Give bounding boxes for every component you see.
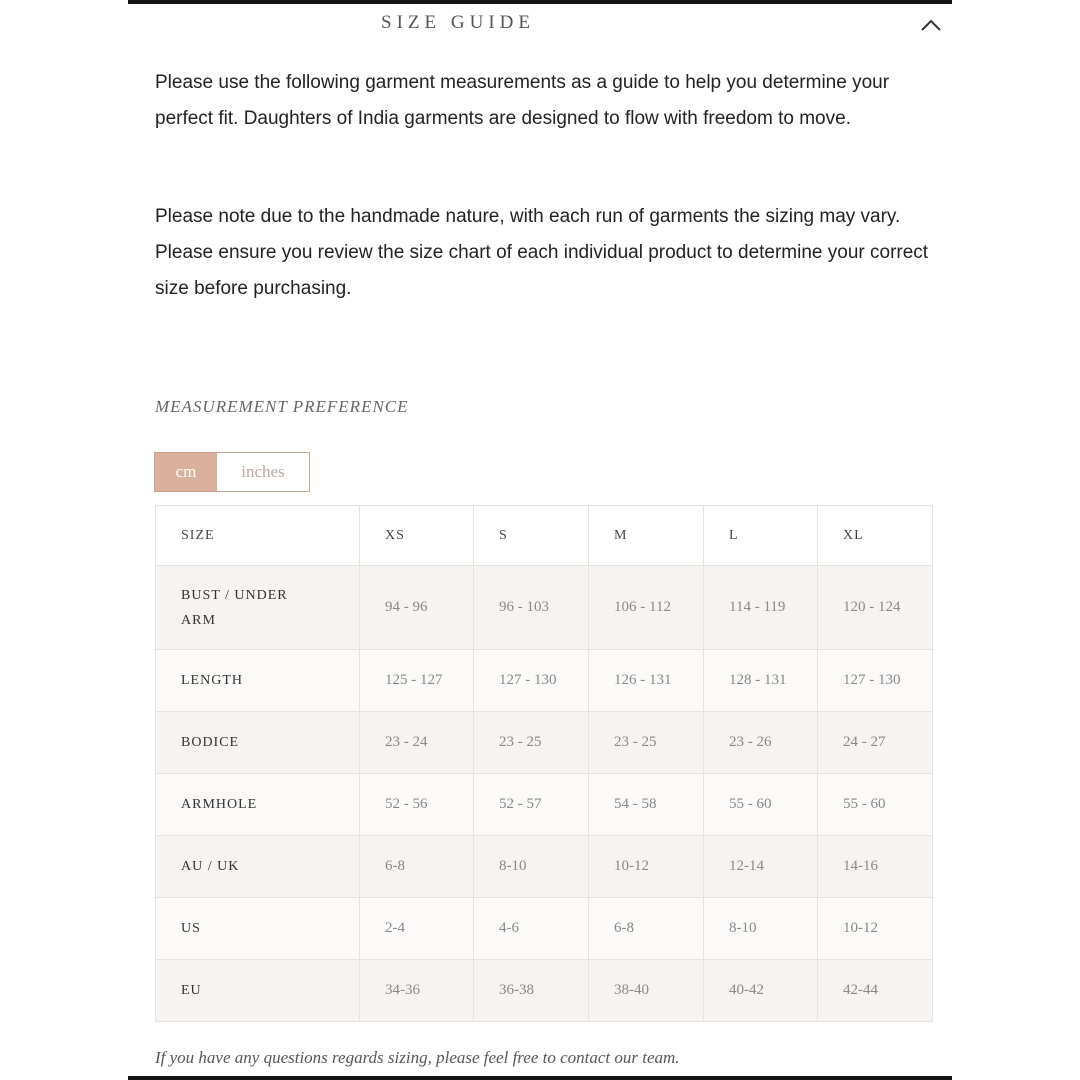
column-header: M <box>589 506 704 566</box>
row-label: EU <box>156 960 360 1022</box>
table-cell: 40-42 <box>704 960 818 1022</box>
table-row <box>156 836 933 898</box>
table-cell: 23 - 26 <box>704 712 818 774</box>
table-cell: 128 - 131 <box>704 650 818 712</box>
table-cell: 6-8 <box>589 898 704 960</box>
handmade-note-paragraph: Please note due to the handmade nature, with each run of garments the sizing may vary. Please ensure you review the size chart of each individual product to determine your correct size before purchasing. <box>155 206 929 299</box>
measurement-preference-label: MEASUREMENT PREFERENCE <box>155 397 409 416</box>
row-label <box>156 566 360 650</box>
row-label-text: BUST / UNDER ARM <box>181 587 288 628</box>
bottom-divider <box>128 1076 952 1080</box>
table-cell: 127 - 130 <box>474 650 589 712</box>
row-label: US <box>156 898 360 960</box>
table-cell: 42-44 <box>818 960 933 1022</box>
row-label: AU / UK <box>156 836 360 898</box>
collapse-button[interactable] <box>918 14 944 36</box>
column-header: XS <box>360 506 474 566</box>
table-cell: 52 - 57 <box>474 774 589 836</box>
table-cell: 127 - 130 <box>818 650 933 712</box>
table-cell: 126 - 131 <box>589 650 704 712</box>
chevron-up-icon <box>918 14 944 36</box>
top-divider <box>128 0 952 4</box>
table-cell: 14-16 <box>818 836 933 898</box>
contact-note: If you have any questions regards sizing, please feel free to contact our team. <box>155 1048 680 1067</box>
table-row <box>156 774 933 836</box>
table-cell: 54 - 58 <box>589 774 704 836</box>
unit-toggle <box>154 452 310 492</box>
table-cell: 24 - 27 <box>818 712 933 774</box>
column-header: XL <box>818 506 933 566</box>
table-header-row <box>156 506 933 566</box>
table-row <box>156 960 933 1022</box>
table-cell: 55 - 60 <box>704 774 818 836</box>
table-cell: 23 - 24 <box>360 712 474 774</box>
table-cell: 23 - 25 <box>589 712 704 774</box>
table-cell: 106 - 112 <box>589 566 704 650</box>
table-row <box>156 650 933 712</box>
table-cell: 6-8 <box>360 836 474 898</box>
column-header: SIZE <box>156 506 360 566</box>
column-header: L <box>704 506 818 566</box>
column-header: S <box>474 506 589 566</box>
table-cell: 96 - 103 <box>474 566 589 650</box>
table-cell: 8-10 <box>474 836 589 898</box>
table-cell: 10-12 <box>818 898 933 960</box>
row-label: LENGTH <box>156 650 360 712</box>
size-guide-title: SIZE GUIDE <box>381 12 535 33</box>
row-label: BODICE <box>156 712 360 774</box>
table-cell: 36-38 <box>474 960 589 1022</box>
table-cell: 120 - 124 <box>818 566 933 650</box>
table-cell: 52 - 56 <box>360 774 474 836</box>
table-cell: 2-4 <box>360 898 474 960</box>
table-cell: 23 - 25 <box>474 712 589 774</box>
unit-cm-button[interactable]: cm <box>155 453 217 491</box>
table-cell: 10-12 <box>589 836 704 898</box>
size-chart-table <box>155 505 933 1022</box>
table-cell: 125 - 127 <box>360 650 474 712</box>
table-cell: 4-6 <box>474 898 589 960</box>
table-cell: 94 - 96 <box>360 566 474 650</box>
table-row <box>156 898 933 960</box>
unit-inches-button[interactable]: inches <box>217 453 309 491</box>
intro-paragraph: Please use the following garment measurements as a guide to help you determine your perfect fit. Daughters of India garments are designed to flow with freedom to move. <box>155 72 890 129</box>
table-row <box>156 712 933 774</box>
table-cell: 12-14 <box>704 836 818 898</box>
row-label: ARMHOLE <box>156 774 360 836</box>
table-cell: 114 - 119 <box>704 566 818 650</box>
table-cell: 8-10 <box>704 898 818 960</box>
table-cell: 55 - 60 <box>818 774 933 836</box>
table-cell: 34-36 <box>360 960 474 1022</box>
table-cell: 38-40 <box>589 960 704 1022</box>
table-row <box>156 566 933 650</box>
